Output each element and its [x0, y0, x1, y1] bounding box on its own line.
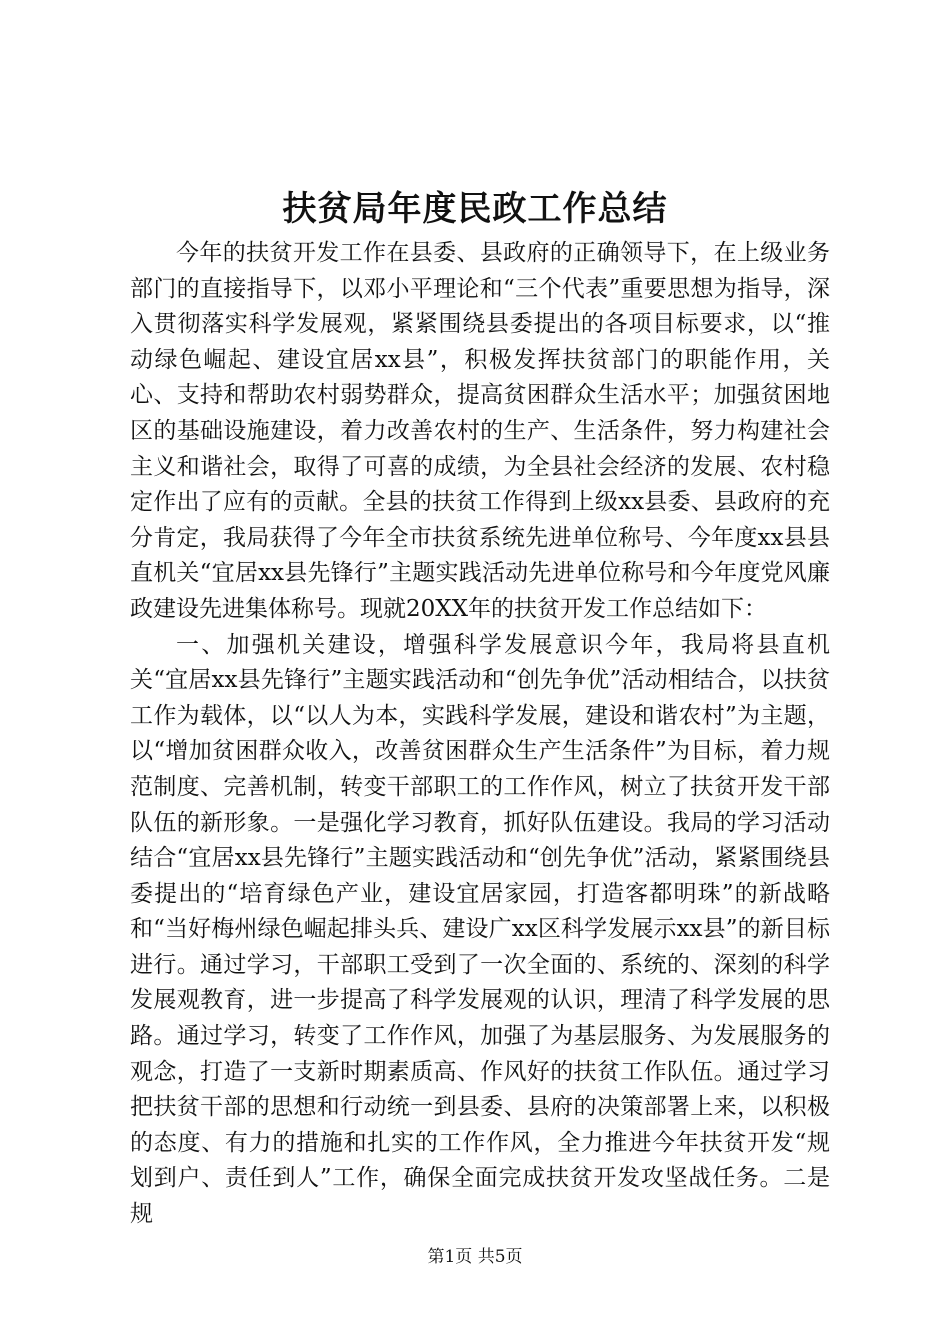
document-title: 扶贫局年度民政工作总结	[282, 189, 668, 229]
document-body	[130, 236, 830, 1233]
page-number-label: 第1页 共5页	[427, 1247, 523, 1267]
paragraph-intro: 今年的扶贫开发工作在县委、县政府的正确领导下，在上级业务部门的直接指导下，以邓小平理论和“三个代表”重要思想为指导，深入贯彻落实科学发展观，紧紧围绕县委提出的各项目标要求，以“推动绿色崛起、建设宜居xx县”，积极发挥扶贫部门的职能作用，关心、支持和帮助农村弱势群众，提高贫困群众生活水平；加强贫困地区的基础设施建设，着力改善农村的生产、生活条件，努力构建社会主义和谐社会，取得了可喜的成绩，为全县社会经济的发展、农村稳定作出了应有的贡献。全县的扶贫工作得到上级xx县委、县政府的充分肯定，我局获得了今年全市扶贫系统先进单位称号、今年度xx县县直机关“宜居xx县先锋行”主题实践活动先进单位称号和今年度党风廉政建设先进集体称号。现就20XX年的扶贫开发工作总结如下：	[130, 240, 830, 622]
paragraph-section-one: 一、加强机关建设，增强科学发展意识今年，我局将县直机关“宜居xx县先锋行”主题实践活动和“创先争优”活动相结合，以扶贫工作为载体，以“以人为本，实践科学发展，建设和谐农村”为主题，以“增加贫困群众收入，改善贫困群众生产生活条件”为目标，着力规范制度、完善机制，转变干部职工的工作作风，树立了扶贫开发干部队伍的新形象。一是强化学习教育，抓好队伍建设。我局的学习活动结合“宜居xx县先锋行”主题实践活动和“创先争优”活动，紧紧围绕县委提出的“培育绿色产业，建设宜居家园，打造客都明珠”的新战略和“当好梅州绿色崛起排头兵、建设广xx区科学发展示xx县”的新目标进行。通过学习，干部职工受到了一次全面的、系统的、深刻的科学发展观教育，进一步提高了科学发展观的认识，理清了科学发展的思路。通过学习，转变了工作作风，加强了为基层服务、为发展服务的观念，打造了一支新时期素质高、作风好的扶贫工作队伍。通过学习把扶贫干部的思想和行动统一到县委、县府的决策部署上来，以积极的态度、有力的措施和扎实的工作作风，全力推进今年扶贫开发“规划到户、责任到人”工作，确保全面完成扶贫开发攻坚战任务。二是规	[130, 631, 830, 1228]
page-footer	[0, 1245, 950, 1269]
